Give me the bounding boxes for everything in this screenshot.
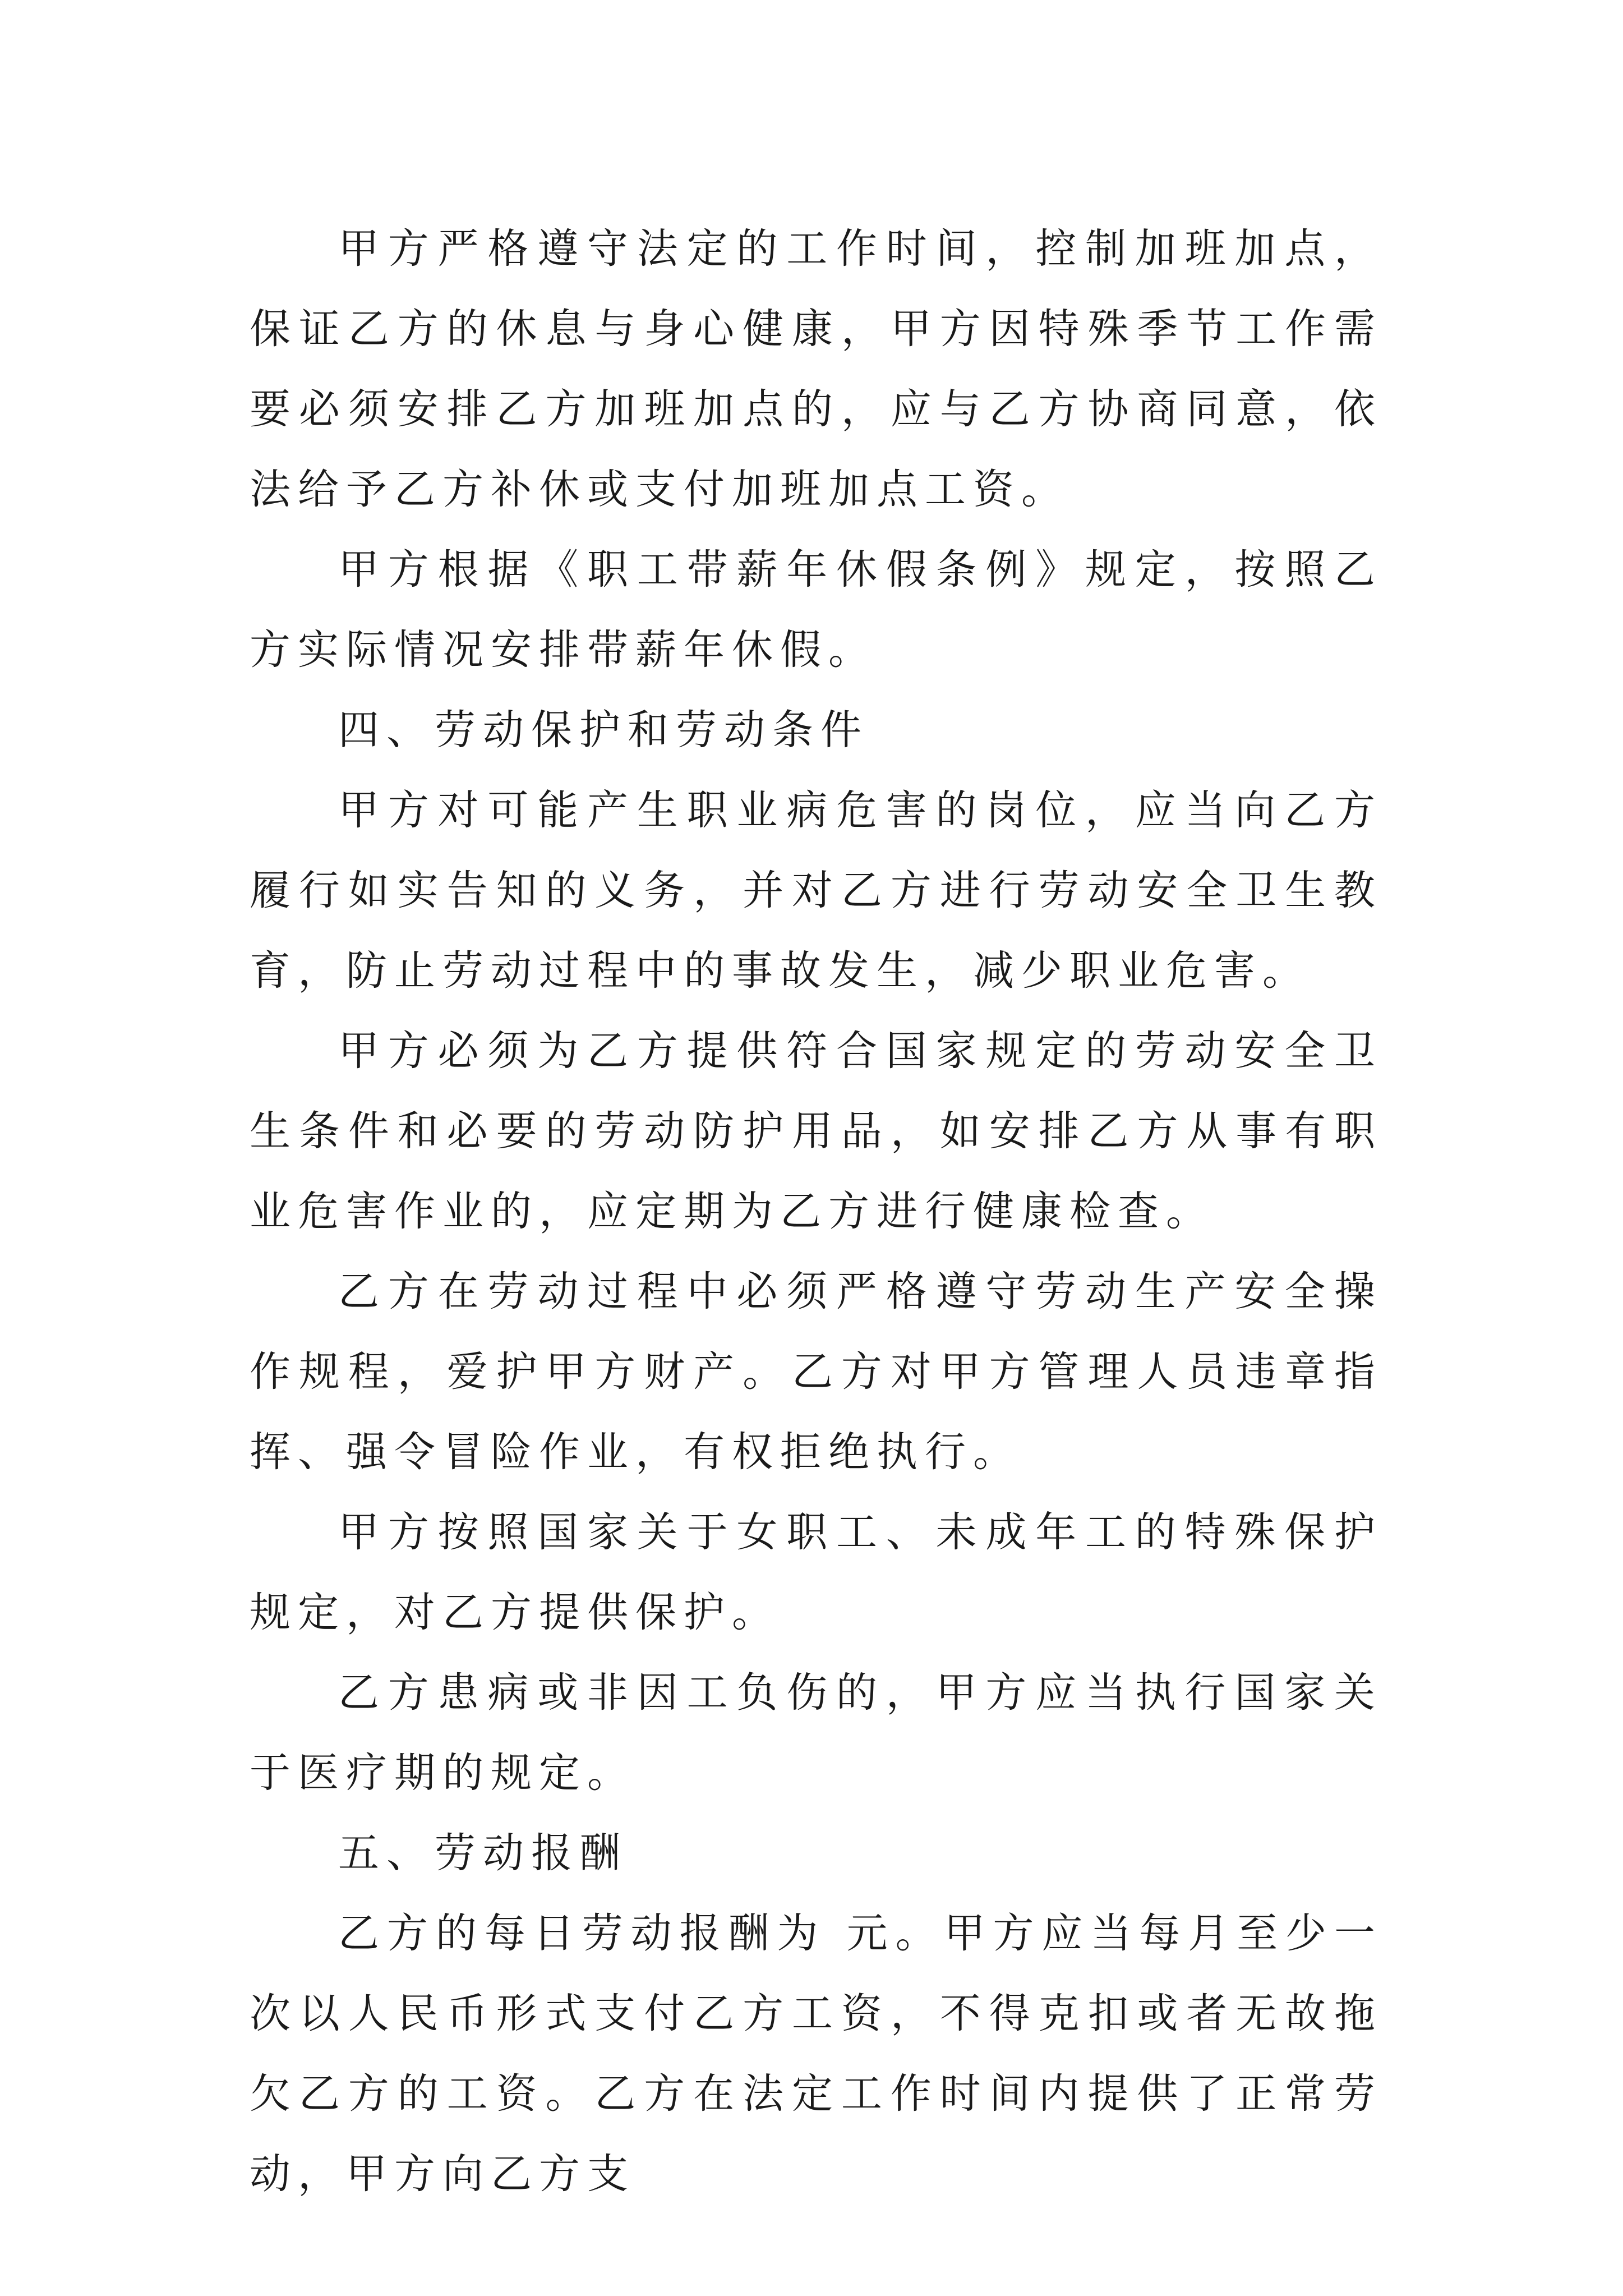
section-heading-labor-protection: 四、劳动保护和劳动条件 — [338, 706, 869, 754]
paragraph-safety-conditions: 甲方必须为乙方提供符合国家规定的劳动安全卫生条件和必要的劳动防护用品，如安排乙方从事有职业危害作业的，应定期为乙方进行健康检查。 — [250, 1027, 1382, 1235]
paragraph-medical-period: 乙方患病或非因工负伤的，甲方应当执行国家关于医疗期的规定。 — [250, 1669, 1382, 1797]
paragraph-occupational-hazard: 甲方对可能产生职业病危害的岗位，应当向乙方履行如实告知的义务，并对乙方进行劳动安全卫生教育，防止劳动过程中的事故发生，减少职业危害。 — [250, 786, 1382, 995]
paragraph-daily-wage: 乙方的每日劳动报酬为 元。甲方应当每月至少一次以人民币形式支付乙方工资，不得克扣或者无故拖欠乙方的工资。乙方在法定工作时间内提供了正常劳动，甲方向乙方支 — [250, 1910, 1382, 2198]
paragraph-annual-leave: 甲方根据《职工带薪年休假条例》规定，按照乙方实际情况安排带薪年休假。 — [250, 546, 1382, 674]
paragraph-safety-rules: 乙方在劳动过程中必须严格遵守劳动生产安全操作规程，爱护甲方财产。乙方对甲方管理人员违章指挥、强令冒险作业，有权拒绝执行。 — [250, 1268, 1382, 1476]
paragraph-overtime: 甲方严格遵守法定的工作时间，控制加班加点，保证乙方的休息与身心健康，甲方因特殊季节工作需要必须安排乙方加班加点的，应与乙方协商同意，依法给予乙方补休或支付加班加点工资。 — [250, 225, 1382, 513]
paragraph-special-protection: 甲方按照国家关于女职工、未成年工的特殊保护规定，对乙方提供保护。 — [250, 1508, 1382, 1636]
section-heading-remuneration: 五、劳动报酬 — [338, 1829, 628, 1877]
document-body — [250, 209, 1382, 2214]
